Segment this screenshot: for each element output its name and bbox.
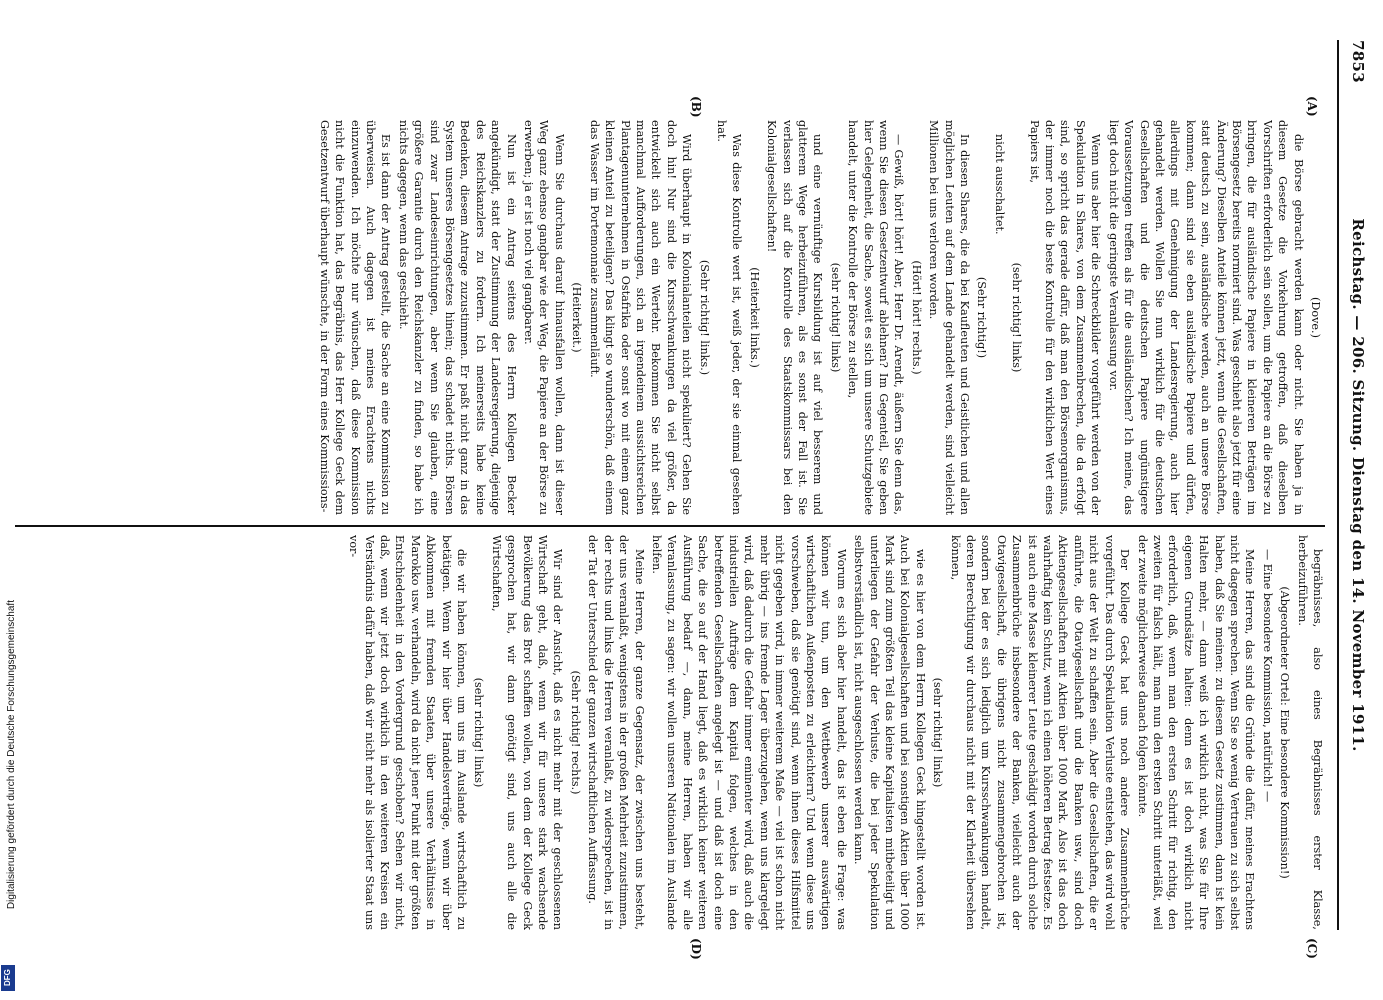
paragraph: (Abgeordneter Ortel: Eine besondere Kommission!) bbox=[1278, 586, 1292, 879]
paragraph: (sehr richtig! links) bbox=[931, 677, 945, 788]
page-number: 7853 bbox=[1349, 40, 1367, 83]
paragraph: (Sehr richtig! links.) bbox=[697, 259, 711, 376]
paragraph: Wird überhaupt in Kolonialanteilen nicht spekuliert? Gehen Sie doch hin! Nur sind die Kursschwankungen da viel größer, da entwickelt sich auch ein Wertehr. Bekommen Sie nicht selbst manchmal Aufforderungen, sich an irgendeinem aussichtsreichen Plantagenunternehmen in Ostafrika oder sonst wo mit einem ganz kleinen Anteil zu beteiligen? Das klingt so wunderschön, daß einem das Wasser im Portemonnaie zusammenläuft. bbox=[587, 120, 694, 515]
paragraph: (sehr richtig! links) bbox=[472, 677, 486, 788]
paragraph: (Sehr richtig! rechts.) bbox=[568, 670, 582, 795]
paragraph: die wir haben können, um uns im Auslande wirtschaftlich zu betätigen. Wenn wir hier über Handelsverträge, wenn wir über Abkommen mit fremden Staaten, über unsere Verhältnisse in Marokko usw. verhandeln, wird da nicht jener Punkt mit der größten Entschiedenheit in den Vordergrund geschoben? Sehen wir nicht, daß, wenn wir jetzt doch wirklich in den weiteren Kreisen ein Verständnis dafür haben, daß wir nicht mehr als isolierter Staat uns vor- bbox=[347, 535, 469, 930]
margin-marker-d: (D) bbox=[689, 938, 703, 960]
paragraph: nicht ausschaltet. bbox=[992, 134, 1006, 235]
paragraph: begräbnisses, also eines Begräbnisses erster Klasse, herbeizuführen. bbox=[1295, 535, 1324, 930]
paragraph: wie es hier von dem Herrn Kollegen Geck hingestellt worden ist. Auch bei Kolonialgesellschaften und bei sonstigen Aktien über 1000 Mark sind zum größten Teil das kleine Kapitalisten mitbeteiligt und unterliegen der Gefahr der Verluste, die bei jeder Spekulation selbstverständlich ist, nicht ausgeschlossen werden kann. bbox=[852, 535, 927, 930]
speaker-label: (Dove.) bbox=[1309, 297, 1322, 338]
paragraph: Meine Herren, das sind die Gründe die dafür, meines Erachtens nicht dagegen sprechen. Wenn Sie so wenig Vertrauen zu sich selbst haben, daß Sie meinen: zu diesem Gesetz zustimmen, dann ist kein Halten mehr, — dann weiß ich wirklich nicht, was Sie für Ihre eigenen Grundsätze halten: denn es ist doch wirklich nicht erforderlich, daß, wenn man den ersten Schritt für richtig, den zweiten für falsch hält, man nun den ersten Schritt unterläßt, weil der zweite möglicherweise danach folgen könnte. bbox=[1135, 535, 1257, 930]
paragraph: Nun ist ein Antrag seitens des Herrn Kollegen Becker angekündigt, statt der Zustimmung der Landesregierung, diejenige des Reichskanzlers zu fordern. Ich meinerseits habe keine Bedenken, diesem Antrage zuzustimmen. Er paßt nicht ganz in das System unseres Börsengesetzes hinein; das schadet nichts. Börsen sind zwar Landeseinrichtungen, aber wenn Sie glauben, eine größere Garantie durch den Reichskanzler zu finden, so habe ich nichts dagegen, wenn das geschieht. bbox=[396, 120, 518, 515]
left-column-body bbox=[316, 120, 1305, 515]
paragraph: Es ist dann der Antrag gestellt, die Sache an eine Kommission zu überweisen. Auch dagegen ist meines Erachtens nichts einzuwenden. Ich möchte nur wünschen, daß diese Kommission nicht die Funktion hat, das Begräbnis, das Herr Kollege Geck dem Gesetzentwurf überhaupt wünschte, in der Form eines Kommissions- bbox=[317, 120, 393, 515]
paragraph: Meine Herren, der ganze Gegensatz, der zwischen uns besteht, der uns veranlaßt, wenigstens in der großen Mehrheit zuzustimmen, der rechts und links die Herren veranlaßt, zu widersprechen, ist in der Tat der Unterschied der ganzen wirtschaftlichen Auffassung. bbox=[586, 535, 646, 930]
left-column bbox=[15, 120, 1325, 515]
paragraph: In diesen Shares, die da bei Kaufleuten und Geistlichen und allen möglichen Leuten auf dem Lande gehandelt werden, sind vielleicht Millionen bei uns verloren worden. bbox=[927, 120, 972, 515]
column-divider bbox=[15, 525, 1325, 527]
paragraph: Wenn uns aber hier die Schreckbilder vorgeführt werden von der Spekulation in Shares, von dem Zusammenbrechen, die da erfolgt sind, so spricht das gerade dafür, daß man den Börsenorganismus, der immer noch die beste Kontrolle für den wirklichen Wert eines Papiers ist, bbox=[1027, 120, 1103, 515]
paragraph: — Gewiß, hört! hört! Aber, Herr Dr. Arendt, äußern Sie denn das, wenn Sie diesen Gesetzentwurf ablehnen? Im Gegenteil, Sie geben hier Gelegenheit, die Sache, soweit es sich um unsere Schutzgebiete handelt, unter die Kontrolle der Börse zu stellen, bbox=[846, 120, 906, 515]
margin-marker-b: (B) bbox=[689, 96, 703, 118]
paragraph: die Börse gebracht werden kann oder nicht. Sie haben ja in diesem Gesetze die Vorkehrung getroffen, daß dieselben Vorschriften erforderlich sein sollen, um die Papiere an die Börse zu bringen, die für ausländische Papiere in kleineren Beträgen im Börsengesetz bereits normiert sind. Was geschieht also jetzt für eine Änderung? Dieselben Anteile können jetzt, wenn die Gesellschaften, statt deutsch zu sein, ausländische werden, auch an unsere Börse kommen; dann sind sie eben ausländische Papiere und dürfen, allerdings mit Genehmigung der Landesregierung, auch hier gehandelt werden. Wollen Sie nun wirklich für die deutschen Gesellschaften und die deutschen Papiere ungünstigere Voraussetzungen treffen als für die ausländischen? Ich meine, das liegt doch nicht die geringste Veranlassung vor. bbox=[1106, 120, 1305, 515]
paragraph: Was diese Kontrolle wert ist, weiß jeder, der sie einmal gesehen hat. bbox=[714, 120, 744, 515]
paragraph: (Heiterkeit links.) bbox=[747, 267, 761, 368]
paragraph: und eine vernünftige Kursbildung ist auf viel besserem und glatterem Wege herbeizuführen, als es sonst der Fall ist. Sie verlassen sich auf die Kontrolle des Staatskommissars bei den Kolonialgesellschaften! bbox=[765, 120, 825, 515]
margin-marker-c: (C) bbox=[1305, 938, 1319, 959]
paragraph: (Sehr richtig!) bbox=[975, 276, 989, 359]
dfg-logo: DFG bbox=[1, 965, 15, 991]
margin-marker-a: (A) bbox=[1305, 96, 1319, 117]
paragraph: Wir sind der Ansicht, daß es nicht mehr mit der geschlossenen Wirtschaft geht, daß, wenn wir für unsere stark wachsende Bevölkerung das Brot schaffen wollen, von dem der Kollege Geck gesprochen hat, wir dann genötigt sind, uns auch alle die Wirtschaften, bbox=[489, 535, 565, 930]
paragraph: (sehr richtig! links) bbox=[1010, 262, 1024, 373]
paragraph: Worum es sich aber hier handelt, das ist eben die Frage: was können wir tun, um den Wettbewerb unserer auswärtigen wirtschaftlichen Außenposten zu erleichtern? Und wenn diese uns vorschweben, daß sie genötigt sind, wenn ihnen dieses Hilfsmittel nicht gegeben wird, in immer weiterem Maße — viel ist schon nicht mehr übrig — ins fremde Lager überzugehen, wenn uns klargelegt wird, daß dadurch die Gefahr immer eminenter wird, daß auch die industriellen Aufträge dem Kapital folgen, welches in den betreffenden Gesellschaften angelegt ist — und daß ist doch eine Sache, die so auf der Hand liegt, daß es wirklich keiner weiteren Ausführung bedarf —, dann, meine Herren, haben wir alle Veranlassung, zu sagen: wir wollen unseren Nationalen im Auslande helfen. bbox=[649, 535, 848, 930]
digitization-credit: Digitalisierung gefördert durch die Deutsche Forschungsgemeinschaft bbox=[6, 600, 17, 910]
paragraph: (sehr richtig! links) bbox=[828, 262, 842, 373]
right-column-body bbox=[346, 535, 1325, 930]
paragraph: (Heiterkeit.) bbox=[570, 282, 584, 353]
paragraph: Wenn Sie durchaus darauf hinausfallen wollen, dann ist dieser Weg ganz ebenso gangbar wie der Weg, die Papiere an der Börse zu erwerben; ja er ist noch viel gangbarer. bbox=[522, 120, 566, 515]
paragraph: — Eine besondere Kommission, natürlich! — bbox=[1260, 549, 1274, 803]
paragraph: Der Kollege Geck hat uns noch andere Zusammenbrüche vorgeführt. Das durch Spekulation Verluste entstehen, das wird wohl nicht aus der Welt zu schaffen sein. Aber die Gesellschaften, die er anführte, die Otavigesellschaft und die Banken usw., sind doch Aktiengesellschaften mit Aktien über 1000 Mark. Also ist das doch wahrhaftig kein Schutz, wenn ich einen höheren Betrag festsetze. Es ist auch eine Masse kleinerer Leute geschädigt worden durch solche Zusammenbrüche insbesondere der Banken, vielleicht auch der Otavigesellschaft, die übrigens nicht zusammengebrochen ist, sondern bei der es sich lediglich um Kursschwankungen handelt, deren Berechtigung wir durchaus nicht mit der Klarheit übersehen können, bbox=[948, 535, 1132, 930]
page-header bbox=[1337, 40, 1373, 930]
right-column bbox=[15, 535, 1325, 930]
page-title: Reichstag. — 206. Sitzung. Dienstag den 14. November 1911. bbox=[1349, 218, 1367, 752]
paragraph: (Hört! hört! rechts.) bbox=[909, 260, 923, 375]
